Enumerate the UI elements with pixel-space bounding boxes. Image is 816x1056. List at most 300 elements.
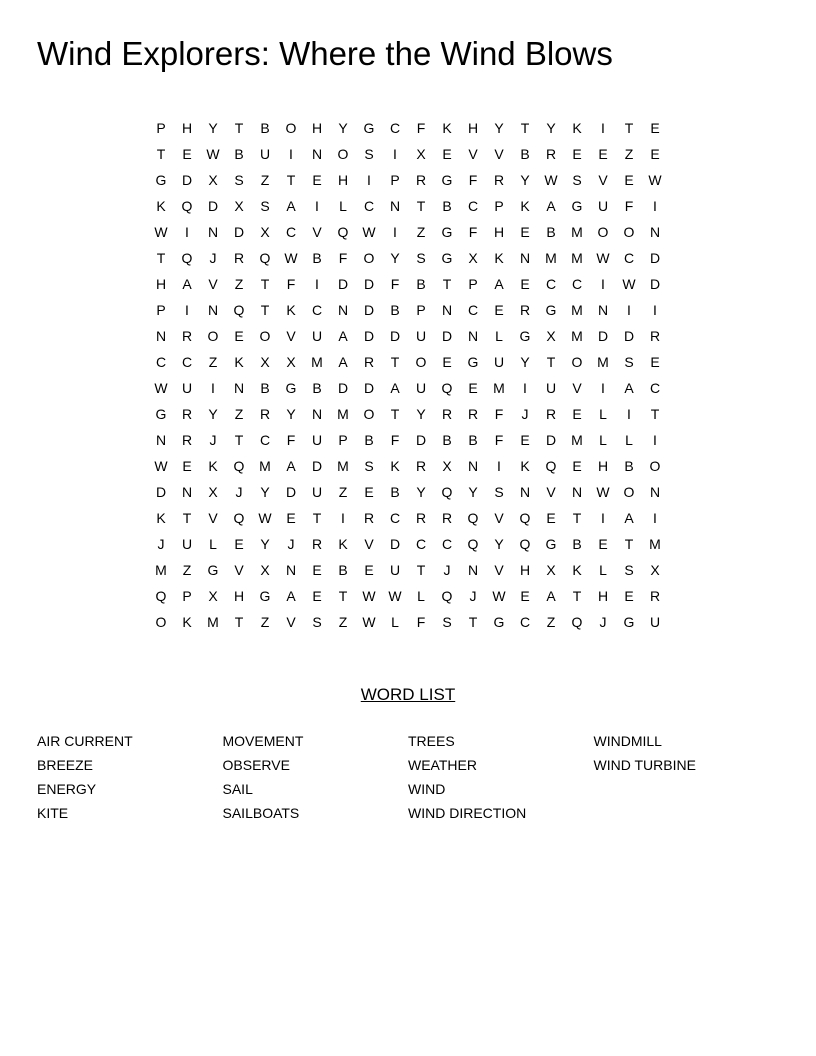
grid-letter: U (259, 146, 271, 162)
grid-letter: O (649, 458, 661, 474)
grid-letter: P (182, 588, 192, 604)
grid-letter: C (311, 302, 323, 318)
grid-letter: F (416, 614, 426, 630)
grid-letter: P (156, 302, 166, 318)
grid-letter: N (311, 406, 323, 422)
grid-letter: B (442, 432, 452, 448)
grid-letter: N (597, 302, 609, 318)
grid-letter: E (442, 146, 452, 162)
grid-letter: C (363, 198, 375, 214)
grid-letter: G (207, 562, 219, 578)
grid-letter: B (546, 224, 556, 240)
grid-letter: Q (467, 536, 479, 552)
grid-letter: G (441, 250, 453, 266)
grid-letter: B (520, 146, 530, 162)
grid-letter: V (494, 562, 504, 578)
word-search-grid (148, 115, 668, 635)
grid-letter: H (233, 588, 245, 604)
grid-letter: T (182, 510, 192, 526)
grid-letter: Q (337, 224, 349, 240)
grid-letter: N (571, 484, 583, 500)
grid-letter: A (286, 588, 296, 604)
grid-letter: X (208, 172, 218, 188)
grid-letter: Q (181, 250, 193, 266)
grid-letter: K (156, 198, 166, 214)
grid-row (148, 245, 668, 271)
grid-letter: O (285, 120, 297, 136)
grid-letter: D (389, 328, 401, 344)
grid-letter: J (157, 536, 165, 552)
grid-letter: L (495, 328, 503, 344)
grid-letter: E (572, 146, 582, 162)
grid-letter: O (259, 328, 271, 344)
grid-letter: X (468, 250, 478, 266)
grid-letter: E (624, 588, 634, 604)
grid-letter: T (468, 614, 478, 630)
grid-letter: F (390, 432, 400, 448)
grid-letter: E (624, 172, 634, 188)
grid-letter: K (520, 198, 530, 214)
grid-letter: S (572, 172, 582, 188)
grid-letter: U (311, 484, 323, 500)
grid-letter: I (627, 406, 631, 422)
grid-letter: R (259, 406, 271, 422)
grid-letter: Y (468, 484, 478, 500)
grid-letter: D (441, 328, 453, 344)
grid-letter: D (285, 484, 297, 500)
grid-letter: W (596, 250, 610, 266)
grid-letter: T (572, 588, 582, 604)
grid-letter: L (209, 536, 217, 552)
grid-letter: D (311, 458, 323, 474)
grid-letter: R (519, 302, 531, 318)
grid-letter: Q (259, 250, 271, 266)
grid-letter: E (468, 380, 478, 396)
word-list-item: WEATHER (408, 757, 477, 773)
grid-letter: B (234, 146, 244, 162)
grid-letter: J (209, 250, 217, 266)
grid-letter: D (363, 380, 375, 396)
grid-letter: D (233, 224, 245, 240)
grid-letter: W (258, 510, 272, 526)
grid-letter: P (494, 198, 504, 214)
word-list (37, 730, 779, 826)
grid-letter: S (234, 172, 244, 188)
grid-letter: K (156, 510, 166, 526)
grid-letter: W (362, 588, 376, 604)
grid-letter: E (494, 302, 504, 318)
grid-row (148, 531, 668, 557)
grid-letter: E (234, 328, 244, 344)
grid-letter: G (363, 120, 375, 136)
grid-letter: I (601, 120, 605, 136)
grid-letter: Z (234, 406, 244, 422)
grid-letter: K (572, 562, 582, 578)
grid-letter: G (623, 614, 635, 630)
grid-letter: R (441, 406, 453, 422)
grid-letter: C (623, 250, 635, 266)
grid-letter: N (337, 302, 349, 318)
grid-letter: C (441, 536, 453, 552)
grid-letter: Q (233, 458, 245, 474)
grid-letter: X (650, 562, 660, 578)
grid-letter: N (649, 484, 661, 500)
grid-letter: A (624, 510, 634, 526)
grid-letter: I (601, 510, 605, 526)
grid-letter: B (312, 380, 322, 396)
grid-letter: J (209, 432, 217, 448)
grid-letter: I (653, 510, 657, 526)
grid-letter: N (155, 432, 167, 448)
grid-letter: M (571, 432, 583, 448)
grid-letter: M (571, 302, 583, 318)
grid-letter: A (494, 276, 504, 292)
grid-letter: M (597, 354, 609, 370)
grid-letter: K (442, 120, 452, 136)
grid-letter: B (416, 276, 426, 292)
grid-letter: I (653, 432, 657, 448)
grid-letter: X (260, 354, 270, 370)
grid-letter: R (363, 510, 375, 526)
grid-letter: W (648, 172, 662, 188)
grid-letter: J (469, 588, 477, 604)
grid-letter: M (571, 250, 583, 266)
grid-letter: Z (182, 562, 192, 578)
grid-letter: O (623, 484, 635, 500)
grid-letter: W (284, 250, 298, 266)
grid-letter: T (624, 536, 634, 552)
grid-letter: R (415, 458, 427, 474)
grid-letter: F (416, 120, 426, 136)
grid-letter: A (182, 276, 192, 292)
grid-row (148, 115, 668, 141)
grid-letter: Q (441, 484, 453, 500)
word-list-item: SAILBOATS (222, 805, 300, 821)
grid-letter: U (181, 380, 193, 396)
grid-letter: W (362, 614, 376, 630)
grid-letter: F (286, 432, 296, 448)
grid-row (148, 453, 668, 479)
grid-letter: R (545, 146, 557, 162)
grid-letter: Q (441, 588, 453, 604)
grid-letter: N (181, 484, 193, 500)
grid-letter: N (155, 328, 167, 344)
grid-letter: A (338, 354, 348, 370)
grid-letter: S (364, 458, 374, 474)
grid-letter: C (285, 224, 297, 240)
grid-row (148, 505, 668, 531)
grid-letter: Y (416, 406, 426, 422)
grid-letter: E (182, 458, 192, 474)
grid-letter: E (312, 172, 322, 188)
grid-letter: G (259, 588, 271, 604)
grid-letter: D (389, 536, 401, 552)
word-list-item: MOVEMENT (222, 733, 304, 749)
grid-letter: K (520, 458, 530, 474)
grid-letter: H (519, 562, 531, 578)
grid-letter: V (286, 614, 296, 630)
grid-letter: D (207, 198, 219, 214)
grid-letter: L (391, 614, 399, 630)
grid-letter: U (311, 432, 323, 448)
grid-letter: K (182, 614, 192, 630)
grid-letter: E (286, 510, 296, 526)
grid-letter: J (287, 536, 295, 552)
grid-letter: S (624, 562, 634, 578)
grid-letter: F (390, 276, 400, 292)
grid-letter: A (338, 328, 348, 344)
grid-letter: E (598, 536, 608, 552)
grid-letter: A (390, 380, 400, 396)
grid-letter: A (286, 458, 296, 474)
grid-letter: Z (624, 146, 634, 162)
grid-letter: B (442, 198, 452, 214)
word-list-item: WIND TURBINE (593, 757, 696, 773)
grid-row (148, 375, 668, 401)
grid-letter: C (649, 380, 661, 396)
grid-letter: X (546, 562, 556, 578)
grid-letter: H (467, 120, 479, 136)
grid-letter: B (364, 432, 374, 448)
grid-letter: P (156, 120, 166, 136)
grid-letter: H (155, 276, 167, 292)
grid-letter: T (234, 614, 244, 630)
grid-letter: M (207, 614, 219, 630)
grid-letter: A (624, 380, 634, 396)
grid-letter: X (416, 146, 426, 162)
grid-letter: B (338, 562, 348, 578)
grid-letter: W (492, 588, 506, 604)
grid-letter: Y (546, 120, 556, 136)
grid-letter: B (260, 380, 270, 396)
grid-letter: V (312, 224, 322, 240)
grid-letter: G (545, 302, 557, 318)
grid-letter: V (286, 328, 296, 344)
grid-letter: S (442, 614, 452, 630)
grid-row (148, 219, 668, 245)
grid-letter: M (259, 458, 271, 474)
grid-letter: T (520, 120, 530, 136)
grid-letter: Z (416, 224, 426, 240)
grid-letter: R (311, 536, 323, 552)
grid-letter: M (337, 458, 349, 474)
grid-row (148, 609, 668, 635)
grid-letter: D (155, 484, 167, 500)
grid-letter: L (599, 562, 607, 578)
grid-letter: O (571, 354, 583, 370)
grid-letter: G (285, 380, 297, 396)
grid-letter: E (442, 354, 452, 370)
grid-letter: R (233, 250, 245, 266)
grid-letter: R (493, 172, 505, 188)
grid-letter: O (363, 406, 375, 422)
grid-letter: W (596, 484, 610, 500)
grid-letter: R (181, 328, 193, 344)
grid-letter: E (312, 588, 322, 604)
grid-letter: U (493, 354, 505, 370)
grid-letter: Y (208, 120, 218, 136)
grid-letter: U (389, 562, 401, 578)
grid-letter: X (442, 458, 452, 474)
grid-letter: J (443, 562, 451, 578)
grid-row (148, 193, 668, 219)
grid-letter: S (364, 146, 374, 162)
grid-letter: E (598, 146, 608, 162)
grid-letter: E (234, 536, 244, 552)
grid-letter: X (546, 328, 556, 344)
grid-letter: I (367, 172, 371, 188)
grid-letter: M (649, 536, 661, 552)
grid-letter: Z (546, 614, 556, 630)
grid-letter: Y (338, 120, 348, 136)
grid-letter: T (156, 146, 166, 162)
grid-letter: A (546, 588, 556, 604)
grid-letter: R (363, 354, 375, 370)
grid-letter: E (520, 432, 530, 448)
grid-letter: D (363, 302, 375, 318)
grid-letter: Y (416, 484, 426, 500)
grid-letter: I (653, 198, 657, 214)
word-list-item: TREES (408, 733, 455, 749)
grid-letter: I (185, 224, 189, 240)
grid-letter: D (415, 432, 427, 448)
grid-letter: C (389, 120, 401, 136)
grid-letter: C (155, 354, 167, 370)
grid-letter: C (415, 536, 427, 552)
word-list-item: WIND DIRECTION (408, 805, 527, 821)
grid-letter: L (339, 198, 347, 214)
grid-letter: Y (390, 250, 400, 266)
grid-letter: J (521, 406, 529, 422)
grid-letter: D (649, 250, 661, 266)
grid-letter: K (286, 302, 296, 318)
grid-letter: I (497, 458, 501, 474)
grid-letter: S (416, 250, 426, 266)
grid-row (148, 401, 668, 427)
grid-letter: I (523, 380, 527, 396)
grid-letter: C (571, 276, 583, 292)
grid-letter: R (181, 406, 193, 422)
grid-letter: O (597, 224, 609, 240)
grid-letter: Q (181, 198, 193, 214)
grid-letter: E (572, 458, 582, 474)
grid-letter: N (467, 458, 479, 474)
grid-letter: Y (260, 484, 270, 500)
grid-letter: L (599, 406, 607, 422)
grid-letter: T (416, 198, 426, 214)
grid-letter: C (467, 302, 479, 318)
grid-letter: Q (571, 614, 583, 630)
grid-letter: X (208, 588, 218, 604)
grid-letter: X (260, 562, 270, 578)
word-list-item: OBSERVE (222, 757, 290, 773)
grid-letter: G (441, 172, 453, 188)
word-list-heading: WORD LIST (360, 685, 456, 704)
grid-letter: V (494, 146, 504, 162)
grid-letter: I (393, 224, 397, 240)
grid-letter: W (154, 380, 168, 396)
grid-letter: G (493, 614, 505, 630)
word-list-item (594, 778, 780, 802)
grid-letter: E (520, 276, 530, 292)
word-list-item: SAIL (222, 781, 253, 797)
grid-letter: N (649, 224, 661, 240)
grid-letter: W (622, 276, 636, 292)
grid-letter: U (597, 198, 609, 214)
grid-letter: Z (338, 484, 348, 500)
grid-letter: I (289, 146, 293, 162)
grid-letter: V (234, 562, 244, 578)
grid-letter: I (185, 302, 189, 318)
grid-letter: X (260, 224, 270, 240)
grid-letter: I (627, 302, 631, 318)
grid-letter: F (286, 276, 296, 292)
grid-letter: Z (208, 354, 218, 370)
grid-letter: O (363, 250, 375, 266)
grid-letter: W (206, 146, 220, 162)
grid-letter: E (364, 562, 374, 578)
grid-letter: T (650, 406, 660, 422)
grid-letter: S (260, 198, 270, 214)
grid-letter: P (390, 172, 400, 188)
grid-letter: K (234, 354, 244, 370)
grid-letter: R (649, 328, 661, 344)
grid-letter: L (599, 432, 607, 448)
grid-letter: W (154, 224, 168, 240)
grid-letter: M (155, 562, 167, 578)
grid-letter: C (545, 276, 557, 292)
grid-letter: R (181, 432, 193, 448)
grid-letter: E (650, 146, 660, 162)
grid-letter: E (364, 484, 374, 500)
grid-letter: W (544, 172, 558, 188)
grid-letter: G (571, 198, 583, 214)
grid-letter: W (362, 224, 376, 240)
grid-letter: G (441, 224, 453, 240)
grid-letter: I (393, 146, 397, 162)
grid-letter: N (519, 484, 531, 500)
grid-letter: H (311, 120, 323, 136)
grid-letter: F (494, 406, 504, 422)
grid-letter: F (468, 224, 478, 240)
grid-letter: C (467, 198, 479, 214)
grid-letter: R (545, 406, 557, 422)
grid-letter: I (315, 276, 319, 292)
grid-letter: Q (467, 510, 479, 526)
grid-row (148, 479, 668, 505)
grid-row (148, 141, 668, 167)
grid-letter: I (653, 302, 657, 318)
grid-letter: H (597, 458, 609, 474)
grid-letter: I (601, 276, 605, 292)
grid-letter: D (363, 328, 375, 344)
grid-letter: V (572, 380, 582, 396)
grid-letter: D (545, 432, 557, 448)
grid-letter: U (181, 536, 193, 552)
grid-letter: T (234, 120, 244, 136)
word-list-item: BREEZE (37, 757, 94, 773)
grid-letter: T (390, 354, 400, 370)
grid-letter: N (233, 380, 245, 396)
grid-letter: H (493, 224, 505, 240)
grid-letter: A (286, 198, 296, 214)
grid-letter: V (468, 146, 478, 162)
grid-letter: Q (233, 302, 245, 318)
grid-letter: R (415, 510, 427, 526)
grid-letter: O (623, 224, 635, 240)
grid-letter: Q (441, 380, 453, 396)
grid-letter: E (520, 224, 530, 240)
